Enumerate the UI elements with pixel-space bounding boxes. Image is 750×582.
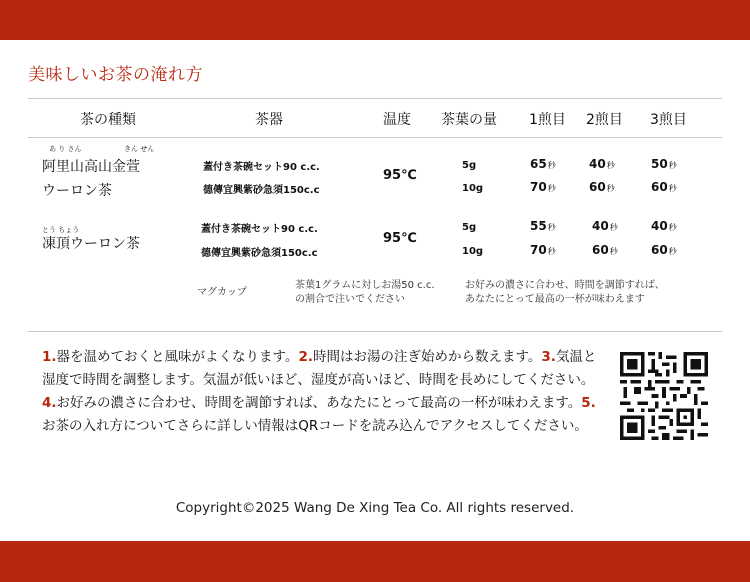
header-leaf-amount: 茶葉の量 — [441, 112, 497, 128]
teaware-gaiwan: 蓋付き茶碗セット90 c.c. — [201, 224, 318, 235]
brew-time: 40秒 — [592, 219, 618, 233]
note-text: 気温と湿度で時間を調整します。気温が低いほど、湿度が高いほど、時間を長めにしてください。 — [42, 349, 597, 388]
bottom-band — [0, 541, 750, 582]
note-number: 1. — [42, 349, 57, 365]
brew-time: 70秒 — [530, 243, 556, 257]
temperature-value: 95℃ — [383, 168, 417, 183]
leaf-amount: 10g — [462, 246, 484, 257]
header-bottom-rule — [28, 137, 722, 138]
header-top-rule — [28, 98, 722, 99]
ruby-jinxuan: きん せん — [124, 145, 155, 153]
note-text: 時間はお湯の注ぎ始めから数えます。 — [312, 349, 542, 365]
tea-name-line2: ウーロン茶 — [42, 183, 112, 199]
header-tea-type: 茶の種類 — [80, 112, 136, 128]
copyright-notice: Copyright©2025 Wang De Xing Tea Co. All rights reserved. — [175, 500, 575, 516]
brew-time: 60秒 — [589, 180, 615, 194]
leaf-amount: 5g — [462, 222, 477, 233]
qr-code-icon[interactable] — [620, 352, 708, 440]
note-number: 5. — [581, 395, 596, 411]
note-number: 2. — [298, 349, 313, 365]
brew-time: 60秒 — [651, 243, 677, 257]
tea-name-line1: 阿里山高山金萱 — [42, 159, 140, 175]
teaware-yixing-pot: 德傳宜興紫砂急須150c.c — [203, 185, 320, 196]
note-number: 4. — [42, 395, 57, 411]
header-first-brew: 1煎目 — [529, 112, 566, 128]
brew-time: 65秒 — [530, 157, 556, 171]
note-text: お茶の入れ方についてさらに詳しい情報はQRコードを読み込んでアクセスしてください。 — [42, 418, 588, 434]
brew-time: 60秒 — [592, 243, 618, 257]
brew-time: 40秒 — [651, 219, 677, 233]
brew-time: 55秒 — [530, 219, 556, 233]
mug-ratio-line2: の割合で注いでください — [295, 294, 405, 305]
table-bottom-rule — [28, 331, 722, 332]
brew-time: 40秒 — [589, 157, 615, 171]
header-temperature: 温度 — [383, 112, 411, 128]
leaf-amount: 10g — [462, 183, 484, 194]
mug-label: マグカップ — [197, 287, 247, 298]
tea-name-dongding: 凍頂ウーロン茶 — [42, 236, 140, 252]
note-text: お好みの濃さに合わせ、時間を調節すれば、あなたにとって最高の一杯が味わえます。 — [56, 395, 582, 411]
mug-tip-line1: お好みの濃さに合わせ、時間を調節すれば、 — [465, 280, 665, 291]
header-third-brew: 3煎目 — [650, 112, 687, 128]
brew-time: 60秒 — [651, 180, 677, 194]
page-title: 美味しいお茶の淹れ方 — [28, 65, 203, 85]
header-second-brew: 2煎目 — [586, 112, 623, 128]
brew-time: 50秒 — [651, 157, 677, 171]
teaware-yixing-pot: 德傳宜興紫砂急須150c.c — [201, 248, 318, 259]
top-band — [0, 0, 750, 40]
note-text: 器を温めておくと風味がよくなります。 — [56, 349, 299, 365]
ruby-alishan: あ り さん — [49, 145, 82, 153]
teaware-gaiwan: 蓋付き茶碗セット90 c.c. — [203, 162, 320, 173]
ruby-dongding: とう ちょう — [42, 226, 80, 234]
brew-time: 70秒 — [530, 180, 556, 194]
mug-ratio-line1: 茶葉1グラムに対しお湯50 c.c. — [295, 280, 435, 291]
temperature-value: 95℃ — [383, 231, 417, 246]
brewing-notes — [42, 346, 602, 438]
header-teaware: 茶器 — [255, 112, 283, 128]
note-number: 3. — [541, 349, 556, 365]
leaf-amount: 5g — [462, 160, 477, 171]
mug-tip-line2: あなたにとって最高の一杯が味わえます — [465, 294, 645, 305]
